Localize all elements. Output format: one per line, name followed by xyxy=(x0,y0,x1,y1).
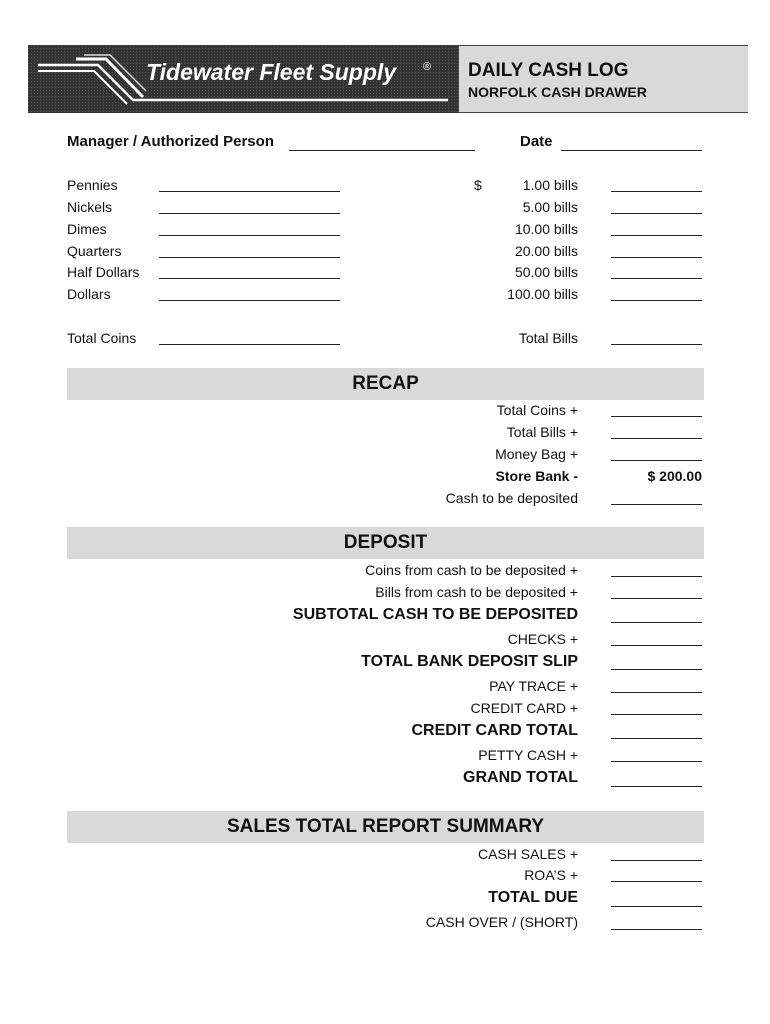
deposit-label-bank-slip: TOTAL BANK DEPOSIT SLIP xyxy=(361,653,578,670)
deposit-field-bills[interactable] xyxy=(611,598,702,599)
title-box xyxy=(458,46,748,112)
form-title: DAILY CASH LOG xyxy=(468,60,629,81)
recap-field-money-bag[interactable] xyxy=(611,460,702,461)
recap-band xyxy=(67,368,704,400)
bill-field-20[interactable] xyxy=(611,257,702,258)
deposit-label-bills: Bills from cash to be deposited + xyxy=(375,584,578,600)
total-bills-field[interactable] xyxy=(611,344,702,345)
bill-label-10: 10.00 bills xyxy=(514,221,578,237)
coin-label-half-dollars: Half Dollars xyxy=(67,264,140,280)
bill-field-1[interactable] xyxy=(611,191,702,192)
coin-label-quarters: Quarters xyxy=(67,243,122,259)
recap-label-total-coins: Total Coins + xyxy=(496,402,578,418)
sales-field-cash-sales[interactable] xyxy=(611,860,702,861)
deposit-label-pay-trace: PAY TRACE + xyxy=(489,678,578,694)
registered-mark: ® xyxy=(423,61,432,73)
sales-band xyxy=(67,811,704,843)
bill-label-1: 1.00 bills xyxy=(522,177,578,193)
deposit-label-petty-cash: PETTY CASH + xyxy=(478,747,578,763)
recap-field-total-bills[interactable] xyxy=(611,438,702,439)
date-label: Date xyxy=(520,133,553,150)
bill-field-5[interactable] xyxy=(611,213,702,214)
manager-label: Manager / Authorized Person xyxy=(67,133,274,150)
deposit-field-credit-card[interactable] xyxy=(611,714,702,715)
deposit-field-cc-total[interactable] xyxy=(611,738,702,739)
bill-field-10[interactable] xyxy=(611,235,702,236)
coin-label-nickels: Nickels xyxy=(67,199,113,215)
recap-label-total-bills: Total Bills + xyxy=(506,424,578,440)
bill-label-20: 20.00 bills xyxy=(514,243,578,259)
sales-label-cash-over-short: CASH OVER / (SHORT) xyxy=(425,914,578,930)
recap-title: RECAP xyxy=(352,373,419,394)
sales-field-roas[interactable] xyxy=(611,881,702,882)
deposit-field-pay-trace[interactable] xyxy=(611,692,702,693)
date-field[interactable] xyxy=(561,150,702,151)
manager-field[interactable] xyxy=(289,150,475,151)
coin-field-dimes[interactable] xyxy=(159,235,340,236)
coin-field-pennies[interactable] xyxy=(159,191,340,192)
deposit-title: DEPOSIT xyxy=(343,532,428,553)
currency-symbol: $ xyxy=(474,177,482,193)
deposit-label-credit-card: CREDIT CARD + xyxy=(470,700,578,716)
total-bills-label: Total Bills xyxy=(518,330,578,346)
recap-value-store-bank: $ 200.00 xyxy=(647,468,702,484)
deposit-field-checks[interactable] xyxy=(611,645,702,646)
sales-label-roas: ROA’S + xyxy=(524,867,578,883)
bill-field-100[interactable] xyxy=(611,300,702,301)
bill-label-50: 50.00 bills xyxy=(514,264,578,280)
company-logo xyxy=(28,45,458,113)
sales-label-total-due: TOTAL DUE xyxy=(488,889,578,906)
coin-label-dimes: Dimes xyxy=(67,221,107,237)
bill-field-50[interactable] xyxy=(611,278,702,279)
recap-field-total-coins[interactable] xyxy=(611,416,702,417)
company-name: Tidewater Fleet Supply xyxy=(146,59,397,85)
sales-field-total-due[interactable] xyxy=(611,906,702,907)
total-coins-field[interactable] xyxy=(159,344,340,345)
deposit-field-grand-total[interactable] xyxy=(611,786,702,787)
deposit-field-bank-slip[interactable] xyxy=(611,669,702,670)
bill-label-5: 5.00 bills xyxy=(522,199,578,215)
coin-field-nickels[interactable] xyxy=(159,213,340,214)
deposit-label-cc-total: CREDIT CARD TOTAL xyxy=(411,722,578,739)
recap-label-cash-deposited: Cash to be deposited xyxy=(445,490,578,506)
deposit-field-subtotal[interactable] xyxy=(611,622,702,623)
deposit-band xyxy=(67,527,704,559)
sales-title: SALES TOTAL REPORT SUMMARY xyxy=(226,816,545,837)
deposit-label-grand-total: GRAND TOTAL xyxy=(463,769,578,786)
deposit-label-subtotal: SUBTOTAL CASH TO BE DEPOSITED xyxy=(292,606,578,623)
recap-field-cash-deposited[interactable] xyxy=(611,504,702,505)
coin-field-dollars[interactable] xyxy=(159,300,340,301)
form-subtitle: NORFOLK CASH DRAWER xyxy=(468,84,647,100)
deposit-field-coins[interactable] xyxy=(611,576,702,577)
coin-field-quarters[interactable] xyxy=(159,257,340,258)
deposit-label-checks: CHECKS + xyxy=(507,631,578,647)
coin-label-dollars: Dollars xyxy=(67,286,111,302)
bill-label-100: 100.00 bills xyxy=(507,286,578,302)
sales-label-cash-sales: CASH SALES + xyxy=(478,846,578,862)
total-coins-label: Total Coins xyxy=(67,330,137,346)
coin-field-half-dollars[interactable] xyxy=(159,278,340,279)
coin-label-pennies: Pennies xyxy=(67,177,118,193)
deposit-label-coins: Coins from cash to be deposited + xyxy=(365,562,578,578)
recap-label-store-bank: Store Bank - xyxy=(495,468,578,484)
recap-label-money-bag: Money Bag + xyxy=(495,446,578,462)
sales-field-cash-over-short[interactable] xyxy=(611,929,702,930)
deposit-field-petty-cash[interactable] xyxy=(611,761,702,762)
